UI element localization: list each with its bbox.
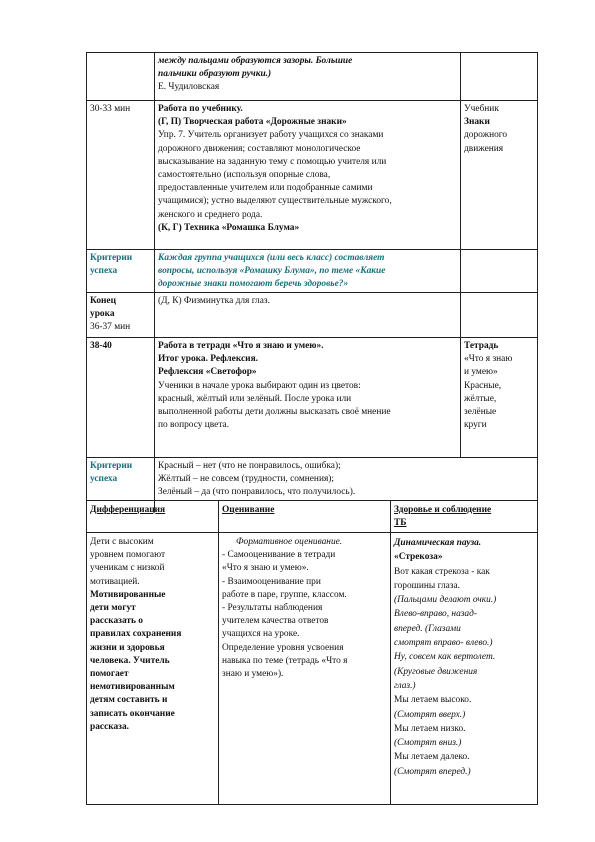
row4-resource-3: и умею»: [464, 367, 498, 378]
assessment-content: [219, 535, 390, 682]
assess-line-1: Формативное оценивание.: [236, 537, 343, 547]
row4-body-4: по вопросу цвета.: [158, 420, 230, 431]
row1-body-1: Упр. 7. Учитель организует работу учащихся со знаками: [158, 130, 384, 141]
row4-resource-7: круги: [464, 420, 487, 431]
row4-resources: [461, 339, 537, 433]
row0-line-1: между пальцами образуются зазоры. Большие: [158, 56, 353, 66]
row2-content: [155, 251, 460, 293]
poem-line: (Смотрят вверх.): [394, 709, 466, 720]
diff-line-6: дети могут: [90, 603, 136, 614]
row5-line-3: Зелёный – да (что понравилось, что получилось).: [158, 487, 356, 498]
poem-line: вперед. (Глазами: [394, 623, 461, 634]
row3-time: 36-37 мин: [90, 322, 131, 333]
poem-lines: [394, 565, 534, 779]
assess-line-9: Определение уровня усвоения: [222, 642, 344, 653]
row4-body-3: выполненной работы дети должны высказать своё мнение: [158, 407, 391, 418]
header-health-text-1: Здоровье и соблюдение: [394, 505, 492, 515]
header-assessment-text: Оценивание: [222, 505, 275, 515]
diff-line-7: рассказать о: [90, 616, 143, 627]
row0-line-2: пальчики образуют ручки.): [158, 69, 272, 80]
row3-label-2: урока: [90, 309, 115, 320]
row1-title: Работа по учебнику.: [158, 104, 243, 114]
poem-line: смотрят вправо- влево.): [394, 638, 493, 649]
diff-line-12: немотивированным: [90, 682, 175, 693]
table1-row-divider-1: [86, 100, 538, 101]
row1-subtitle: (Г, П) Творческая работа «Дорожные знаки»: [158, 117, 347, 128]
row3-text: (Д, К) Физминутка для глаз.: [158, 296, 270, 306]
row4-resource-2: «Что я знаю: [464, 354, 513, 365]
diff-line-5: Мотивированные: [90, 589, 166, 600]
row1-body-2: дорожного движения; составляют монологическое: [158, 143, 361, 154]
row0-content: [155, 54, 460, 100]
row1-resource-2: Знаки: [464, 117, 490, 128]
row2-label-1: Критерии: [90, 253, 133, 263]
row3-label-1: Конец: [90, 296, 116, 306]
row1-technique: (К, Г) Техника «Ромашка Блума»: [158, 222, 300, 233]
assess-line-6: - Результаты наблюдения: [222, 603, 323, 614]
diff-line-13: детям составить и: [90, 695, 168, 706]
row4-resource-1: Тетрадь: [464, 341, 499, 351]
table2-bottom-border: [86, 804, 538, 805]
row1-body-5: предоставленные учителем или подобранные самими: [158, 183, 373, 194]
assess-line-2: - Самооценивание в тетради: [222, 550, 336, 561]
row1-body-6: учащимися); устно выделяют существительные мужского,: [158, 196, 392, 207]
row1-resource-4: движения: [464, 143, 504, 154]
row1-body-4: самостоятельно (используя опорные слова,: [158, 170, 331, 181]
assess-line-7: учителем качества ответов: [222, 616, 329, 627]
row5-line-2: Жёлтый – не совсем (трудности, сомнения);: [158, 474, 335, 485]
row3-label: [87, 294, 154, 336]
row2-line-3: дорожные знаки помогают беречь здоровье?»: [158, 279, 349, 290]
assess-line-8: учащихся на уроке.: [222, 629, 300, 640]
row1-time: [87, 102, 154, 117]
diff-line-9: жизни и здоровья: [90, 642, 165, 653]
poem-line: горошины глаза.: [394, 580, 460, 591]
assess-line-3: «Что я знаю и умею».: [222, 563, 309, 574]
row2-line-1: Каждая группа учащихся (или весь класс) составляет: [158, 253, 385, 263]
header-health: [391, 503, 537, 531]
table1-right-border: [537, 52, 538, 512]
diff-line-15: рассказа.: [90, 721, 129, 732]
poem-line: (Пальцами делают очки.): [394, 595, 497, 606]
row4-title: Работа в тетради «Что я знаю и умею».: [158, 341, 324, 351]
row1-resource-1: Учебник: [464, 104, 499, 114]
header-health-text-2: ТБ: [394, 518, 407, 529]
row4-summary: Итог урока. Рефлексия.: [158, 354, 258, 365]
table1-row-divider-4: [86, 337, 538, 338]
diff-line-3: ученикам с низкой: [90, 563, 165, 574]
diff-line-8: правилах сохранения: [90, 629, 182, 640]
table2-top-border: [86, 500, 538, 501]
row1-content: [155, 102, 460, 236]
poem-line: Ну, совсем как вертолет.: [394, 652, 496, 663]
row1-resource-3: дорожного: [464, 130, 508, 141]
row3-content: [155, 294, 460, 309]
row4-body-2: красный, жёлтый или зелёный. После урока или: [158, 393, 352, 404]
poem-line: Мы летаем далеко.: [394, 752, 470, 763]
diff-line-2: уровнем помогают: [90, 550, 166, 561]
row4-body-1: Ученики в начале урока выбирают один из цветов:: [158, 380, 361, 391]
poem-line: (Смотрят вперед.): [394, 766, 471, 777]
row5-label-2: успеха: [90, 474, 118, 485]
diff-line-11: помогает: [90, 669, 129, 680]
poem-line: Влево-вправо, назад-: [394, 609, 477, 620]
diff-line-4: мотивацией.: [90, 576, 140, 587]
row2-line-2: вопросы, используя «Ромашку Блума», по теме «Какие: [158, 266, 386, 277]
row4-reflection: Рефлексия «Светофор»: [158, 367, 257, 378]
row4-resource-5: жёлтые,: [464, 393, 497, 404]
row4-time-text: 38-40: [90, 341, 112, 351]
table2-right-border: [537, 500, 538, 805]
row1-body-3: высказывание на заданную тему с помощью учителя или: [158, 156, 387, 167]
row4-resource-6: зелёные: [464, 407, 497, 418]
header-differentiation-text: Дифференциация: [90, 505, 166, 515]
diff-line-14: записать окончание: [90, 708, 175, 719]
header-differentiation: [87, 503, 218, 518]
table1-top-border: [86, 52, 538, 53]
row5-label-1: Критерии: [90, 461, 133, 471]
table2-header-divider: [86, 532, 538, 533]
table1-row-divider-2: [86, 249, 538, 250]
row2-label: [87, 251, 154, 279]
assess-line-10: навыка по теме (тетрадь «Что я: [222, 655, 348, 666]
table1-row-divider-5: [86, 457, 538, 458]
poem-line: Мы летаем низко.: [394, 723, 466, 734]
diff-line-1: Дети с высоким: [90, 537, 154, 547]
table1-left-border: [86, 52, 87, 512]
health-title: Динамическая пауза.: [394, 538, 482, 548]
row2-label-2: успеха: [90, 266, 118, 277]
row4-resource-4: Красные,: [464, 380, 502, 391]
row1-resources: [461, 102, 537, 157]
row1-time-text: 30-33 мин: [90, 104, 131, 114]
row1-body-7: женского и среднего рода.: [158, 209, 263, 220]
assess-line-11: знаю и умею»).: [222, 669, 284, 680]
row5-content: [155, 459, 535, 501]
poem-line: Вот какая стрекоза - как: [394, 566, 490, 577]
differentiation-content: [87, 535, 218, 735]
poem-line: (Смотрят вниз.): [394, 738, 462, 749]
health-name: «Стрекоза»: [394, 552, 443, 563]
row0-author: Е. Чудиловская: [158, 82, 220, 93]
row5-label: [87, 459, 154, 487]
diff-line-10: человека. Учитель: [90, 655, 170, 666]
poem-line: (Круговые движения: [394, 666, 478, 677]
poem-line: Мы летаем высоко.: [394, 695, 472, 706]
health-content: [391, 535, 537, 780]
assess-line-5: работе в паре, группе, классом.: [222, 589, 347, 600]
assess-line-4: - Взаимооценивание при: [222, 576, 321, 587]
poem-line: глаз.): [394, 680, 416, 691]
row4-content: [155, 339, 460, 433]
row5-line-1: Красный – нет (что не понравилось, ошибка);: [158, 461, 341, 471]
row4-time: [87, 339, 154, 354]
header-assessment: [219, 503, 390, 518]
